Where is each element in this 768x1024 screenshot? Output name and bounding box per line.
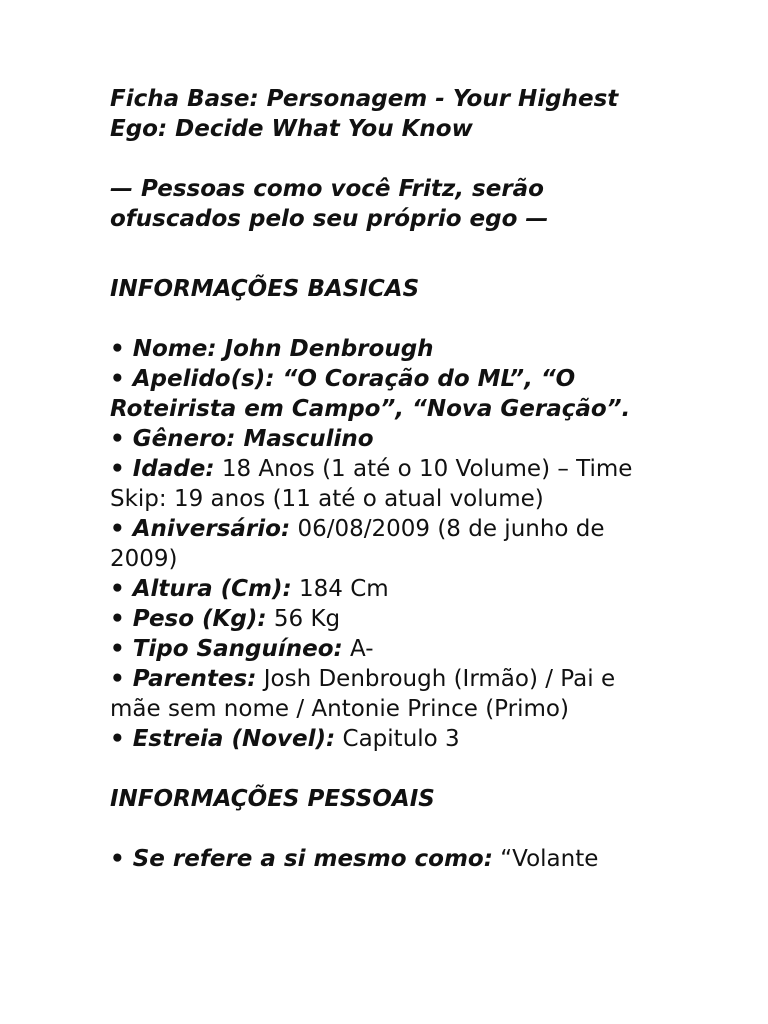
list-item	[110, 424, 670, 454]
list-item	[110, 364, 670, 424]
item-label: • Apelido(s): “O Coração do ML”, “O Roteirista em Campo”, “Nova Geração”.	[110, 366, 631, 422]
item-label: • Gênero: Masculino	[110, 426, 374, 452]
list-item	[110, 844, 670, 874]
list-item	[110, 604, 670, 634]
list-item	[110, 574, 670, 604]
item-value: 18 Anos (1 até o 10 Volume) – Time Skip: 19 anos (11 até o atual volume)	[110, 456, 633, 512]
list-item	[110, 664, 670, 724]
list-item	[110, 454, 670, 514]
list-item	[110, 334, 670, 364]
document-title: Ficha Base: Personagem - Your Highest Ego: Decide What You Know	[110, 86, 619, 142]
item-value: 06/08/2009 (8 de junho de 2009)	[110, 516, 605, 572]
list-item	[110, 634, 670, 664]
item-label: • Altura (Cm):	[110, 576, 292, 602]
item-label: • Parentes:	[110, 666, 257, 692]
item-label: • Se refere a si mesmo como:	[110, 846, 493, 872]
spacer	[110, 144, 670, 174]
item-label: • Nome: John Denbrough	[110, 336, 434, 362]
section-heading-personal: INFORMAÇÕES PESSOAIS	[110, 786, 435, 812]
item-value: A-	[342, 636, 374, 662]
personal-info-list	[110, 844, 670, 874]
spacer	[110, 814, 670, 844]
item-value: Josh Denbrough (Irmão) / Pai e mãe sem nome / Antonie Prince (Primo)	[110, 666, 616, 722]
spacer	[110, 754, 670, 784]
section-heading-basic: INFORMAÇÕES BASICAS	[110, 276, 420, 302]
item-value: “Volante	[492, 846, 599, 872]
item-value: 56 Kg	[266, 606, 341, 632]
item-label: • Peso (Kg):	[110, 606, 267, 632]
list-item	[110, 514, 670, 574]
basic-info-list	[110, 334, 670, 754]
spacer	[110, 304, 670, 334]
item-value: 184 Cm	[291, 576, 389, 602]
epigraph-quote: — Pessoas como você Fritz, serão ofuscados pelo seu próprio ego —	[110, 176, 549, 232]
item-value: Capitulo 3	[335, 726, 460, 752]
item-label: • Tipo Sanguíneo:	[110, 636, 343, 662]
list-item	[110, 724, 670, 754]
spacer	[110, 234, 670, 264]
item-label: • Aniversário:	[110, 516, 291, 542]
spacer	[110, 264, 670, 274]
document-page	[110, 84, 670, 874]
item-label: • Estreia (Novel):	[110, 726, 336, 752]
item-label: • Idade:	[110, 456, 215, 482]
